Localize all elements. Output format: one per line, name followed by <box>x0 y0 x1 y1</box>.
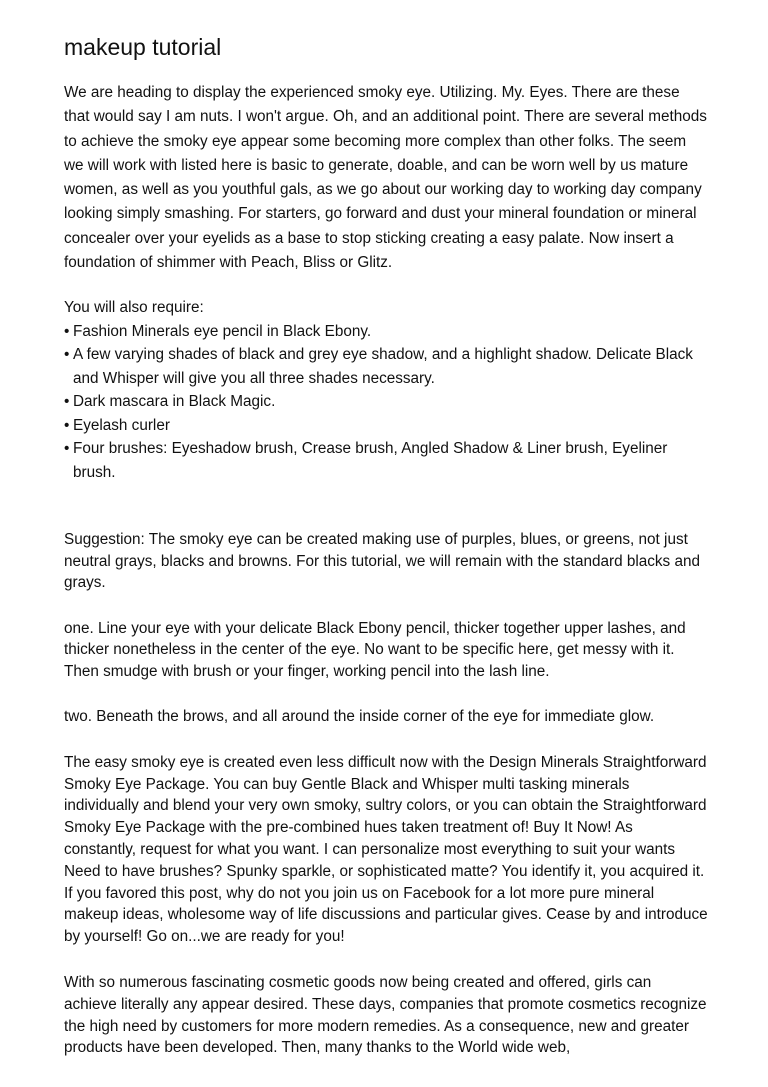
requirements-list <box>64 320 708 485</box>
list-item-text: A few varying shades of black and grey eye shadow, and a highlight shadow. Delicate Black and Whisper will give you all three shades necessary. <box>73 346 693 387</box>
step-one-paragraph: one. Line your eye with your delicate Black Ebony pencil, thicker together upper lashes, and thicker nonetheless in the center of the eye. No want to be specific here, get messy with it. Then smudge with brush or your finger, working pencil into the lash line. <box>64 619 686 680</box>
step-two-paragraph: two. Beneath the brows, and all around the inside corner of the eye for immediate glow. <box>64 708 655 726</box>
page-title: makeup tutorial <box>64 34 222 60</box>
list-item-text: Four brushes: Eyeshadow brush, Crease brush, Angled Shadow & Liner brush, Eyeliner brush. <box>73 440 668 481</box>
list-item <box>64 414 708 438</box>
bullet-marker: • <box>64 322 70 340</box>
list-item <box>64 390 708 414</box>
list-item <box>64 320 708 344</box>
bullet-marker: • <box>64 416 70 434</box>
require-heading: You will also require: <box>64 299 204 317</box>
bullet-marker: • <box>64 346 70 364</box>
list-item-text: Eyelash curler <box>73 416 170 434</box>
list-item-text: Fashion Minerals eye pencil in Black Ebony. <box>73 322 372 340</box>
closing-paragraph: With so numerous fascinating cosmetic goods now being created and offered, girls can achieve literally any appear desired. These days, companies that promote cosmetics recognize the high need by customers for more modern remedies. As a consequence, new and greater products have been developed. Then, many thanks to the World wide web, <box>64 974 707 1057</box>
list-item-text: Dark mascara in Black Magic. <box>73 393 276 411</box>
list-item <box>64 437 708 484</box>
list-item <box>64 343 708 390</box>
suggestion-paragraph: Suggestion: The smoky eye can be created making use of purples, blues, or greens, not just neutral grays, blacks and browns. For this tutorial, we will remain with the standard blacks and grays. <box>64 531 700 592</box>
bullet-marker: • <box>64 440 70 458</box>
intro-paragraph: We are heading to display the experienced smoky eye. Utilizing. My. Eyes. There are these that would say I am nuts. I won't argue. Oh, and an additional point. There are several methods to achieve the smoky eye appear some becoming more complex than other folks. The seem we will work with listed here is basic to generate, doable, and can be worn well by us mature women, as well as you youthful gals, as we go about our working day to working day company looking simply smashing. For starters, go forward and dust your mineral foundation or mineral concealer over your eyelids as a base to stop sticking creating a easy palate. Now insert a foundation of shimmer with Peach, Bliss or Glitz. <box>64 84 707 272</box>
package-paragraph: The easy smoky eye is created even less difficult now with the Design Minerals Straightforward Smoky Eye Package. You can buy Gentle Black and Whisper multi tasking minerals individually and blend your very own smoky, sultry colors, or you can obtain the Straightforward Smoky Eye Package with the pre-combined hues taken treatment of! Buy It Now! As constantly, request for what you want. I can personalize most everything to suit your wants Need to have brushes? Spunky sparkle, or sophisticated matte? You identify it, you acquired it. If you favored this post, why do not you join us on Facebook for a lot more pure mineral makeup ideas, wholesome way of life discussions and particular gives. Cease by and introduce by yourself! Go on...we are ready for you! <box>64 753 708 946</box>
bullet-marker: • <box>64 393 70 411</box>
